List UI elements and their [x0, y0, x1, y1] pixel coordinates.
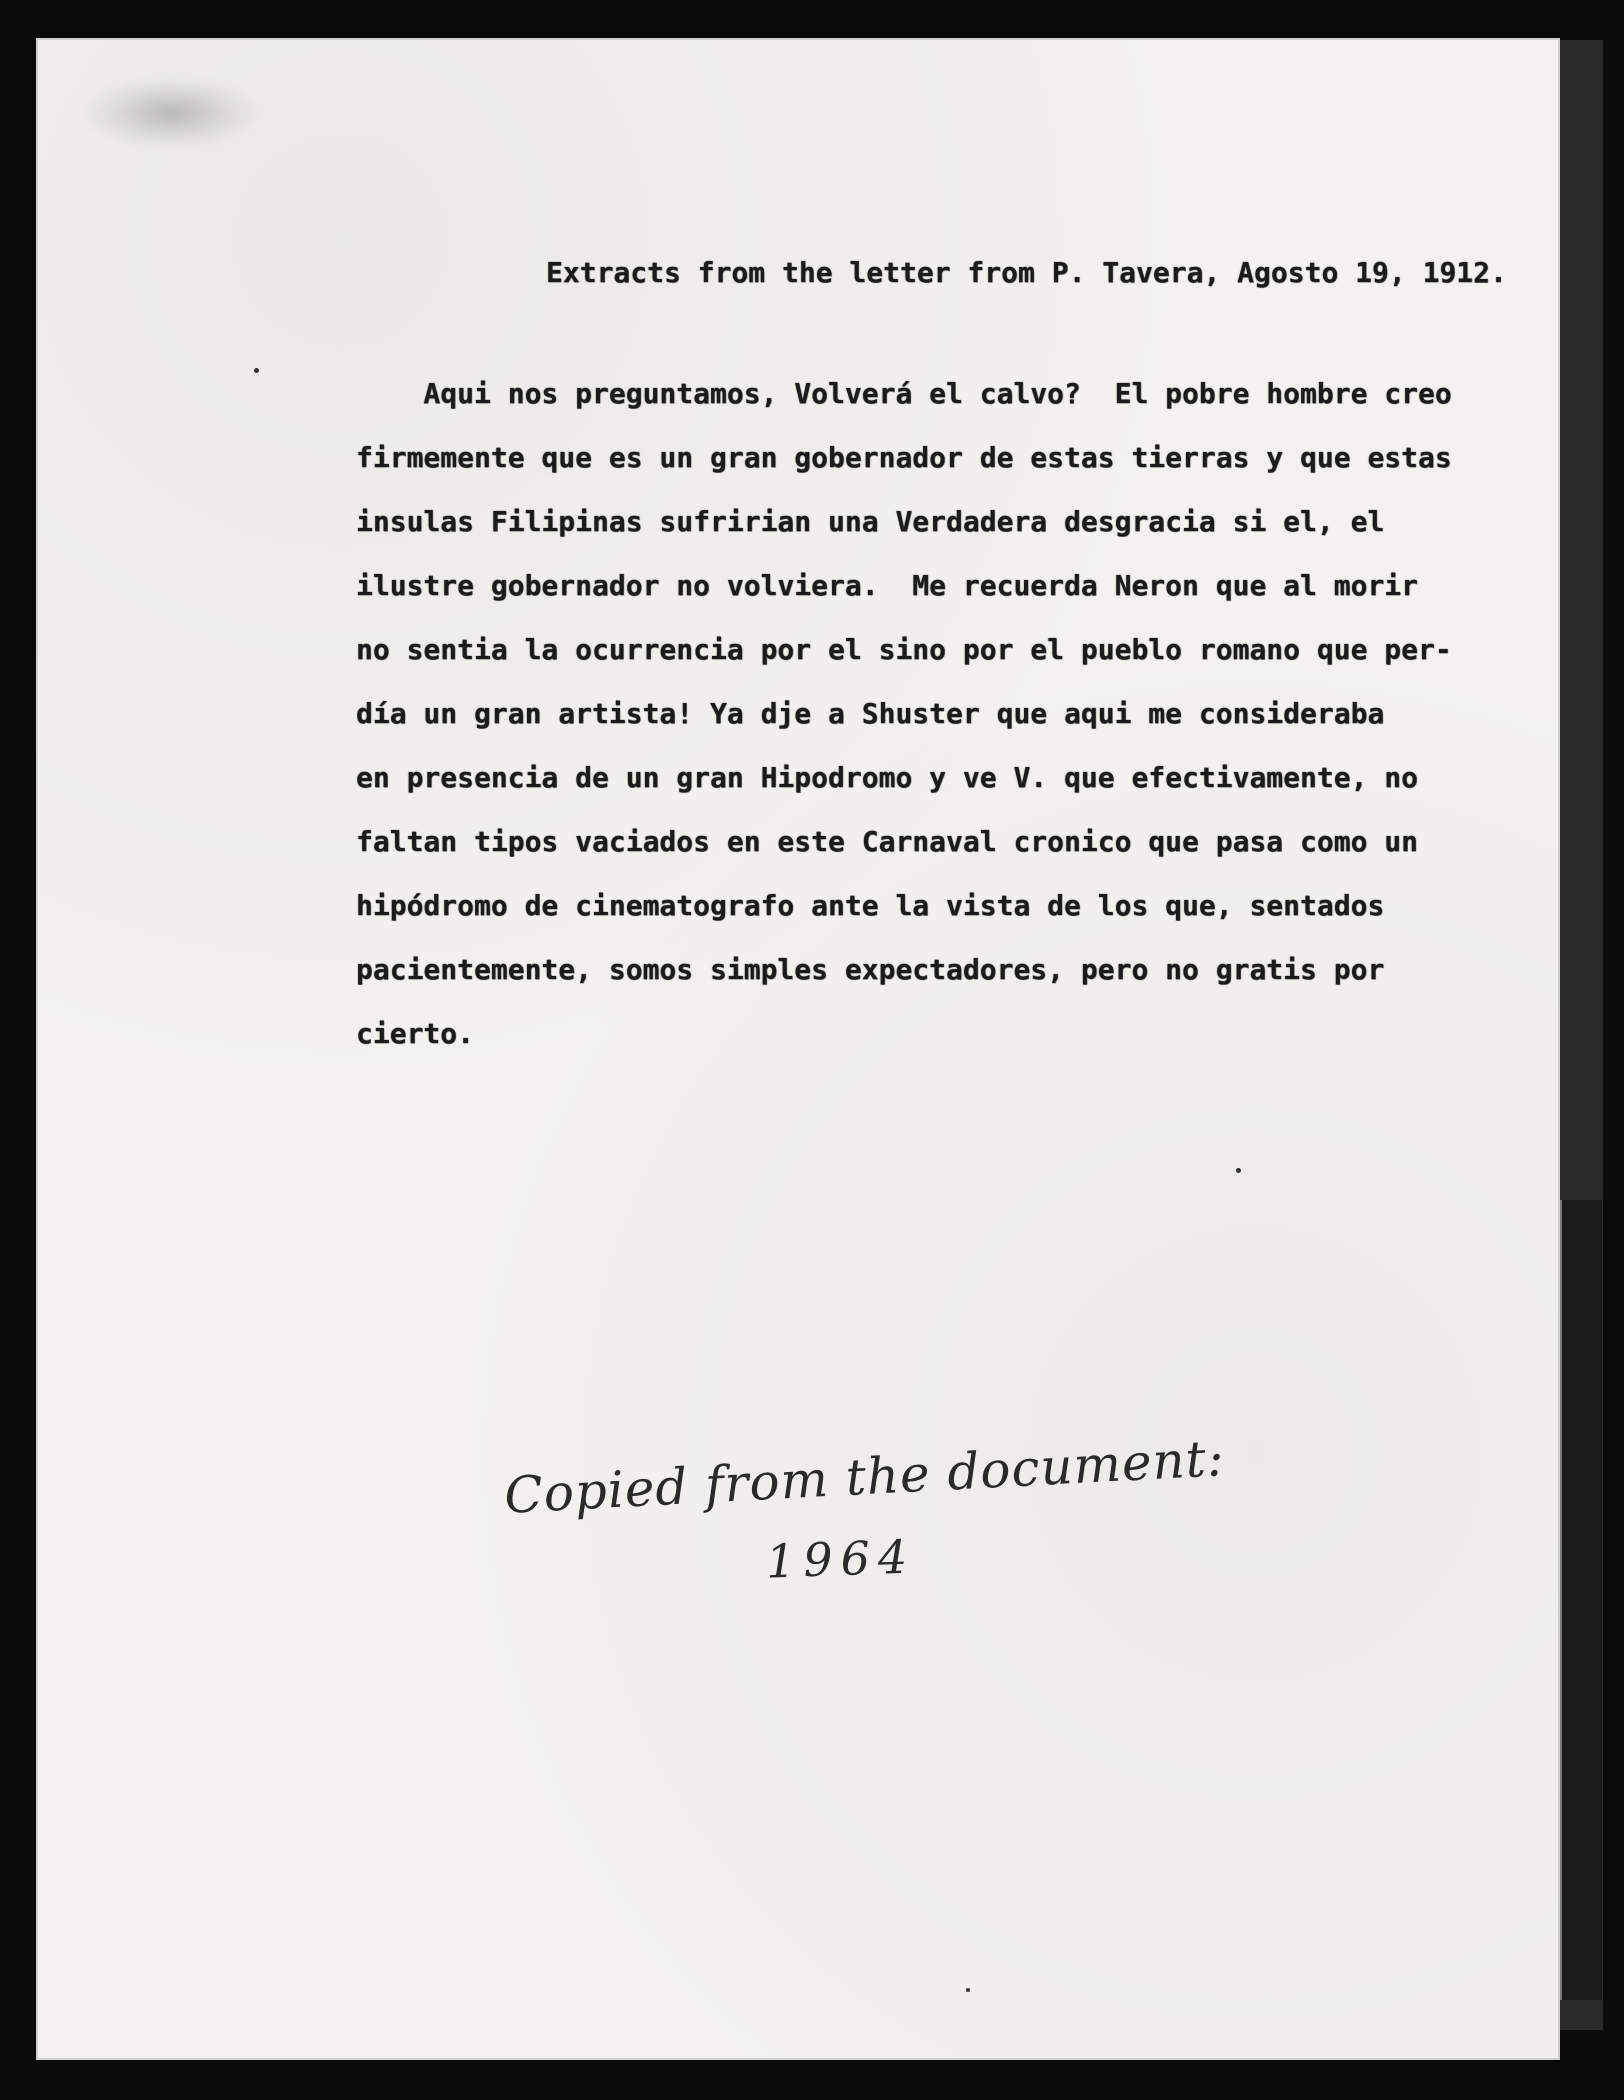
ink-speck — [966, 1988, 970, 1992]
ink-speck — [1236, 1168, 1241, 1173]
body-line: día un gran artista! Ya dje a Shuster que aqui me consideraba — [356, 697, 1385, 730]
document-heading: Extracts from the letter from P. Tavera, Agosto 19, 1912. — [546, 256, 1507, 289]
body-line: Aqui nos preguntamos, Volverá el calvo? El pobre hombre creo — [356, 377, 1452, 410]
document-page — [36, 38, 1560, 2060]
body-line: pacientemente, somos simples expectadores, pero no gratis por — [356, 953, 1385, 986]
body-line: firmemente que es un gran gobernador de estas tierras y que estas — [356, 441, 1452, 474]
handwritten-note: Copied from the document: — [502, 1429, 1226, 1525]
body-line: no sentia la ocurrencia por el sino por el pueblo romano que per- — [356, 633, 1452, 666]
handwritten-year: 1964 — [765, 1529, 916, 1589]
letter-body — [356, 362, 1496, 1066]
body-line: faltan tipos vaciados en este Carnaval cronico que pasa como un — [356, 825, 1419, 858]
body-line: en presencia de un gran Hipodromo y ve V. que efectivamente, no — [356, 761, 1419, 794]
underlying-page-edge-lower — [1560, 1200, 1602, 2000]
ink-speck — [254, 368, 259, 373]
stamp-smudge — [86, 78, 256, 148]
body-line: ilustre gobernador no volviera. Me recuerda Neron que al morir — [356, 569, 1419, 602]
body-line: insulas Filipinas sufririan una Verdadera desgracia si el, el — [356, 505, 1385, 538]
body-line: cierto. — [356, 1017, 475, 1050]
body-line: hipódromo de cinematografo ante la vista de los que, sentados — [356, 889, 1385, 922]
